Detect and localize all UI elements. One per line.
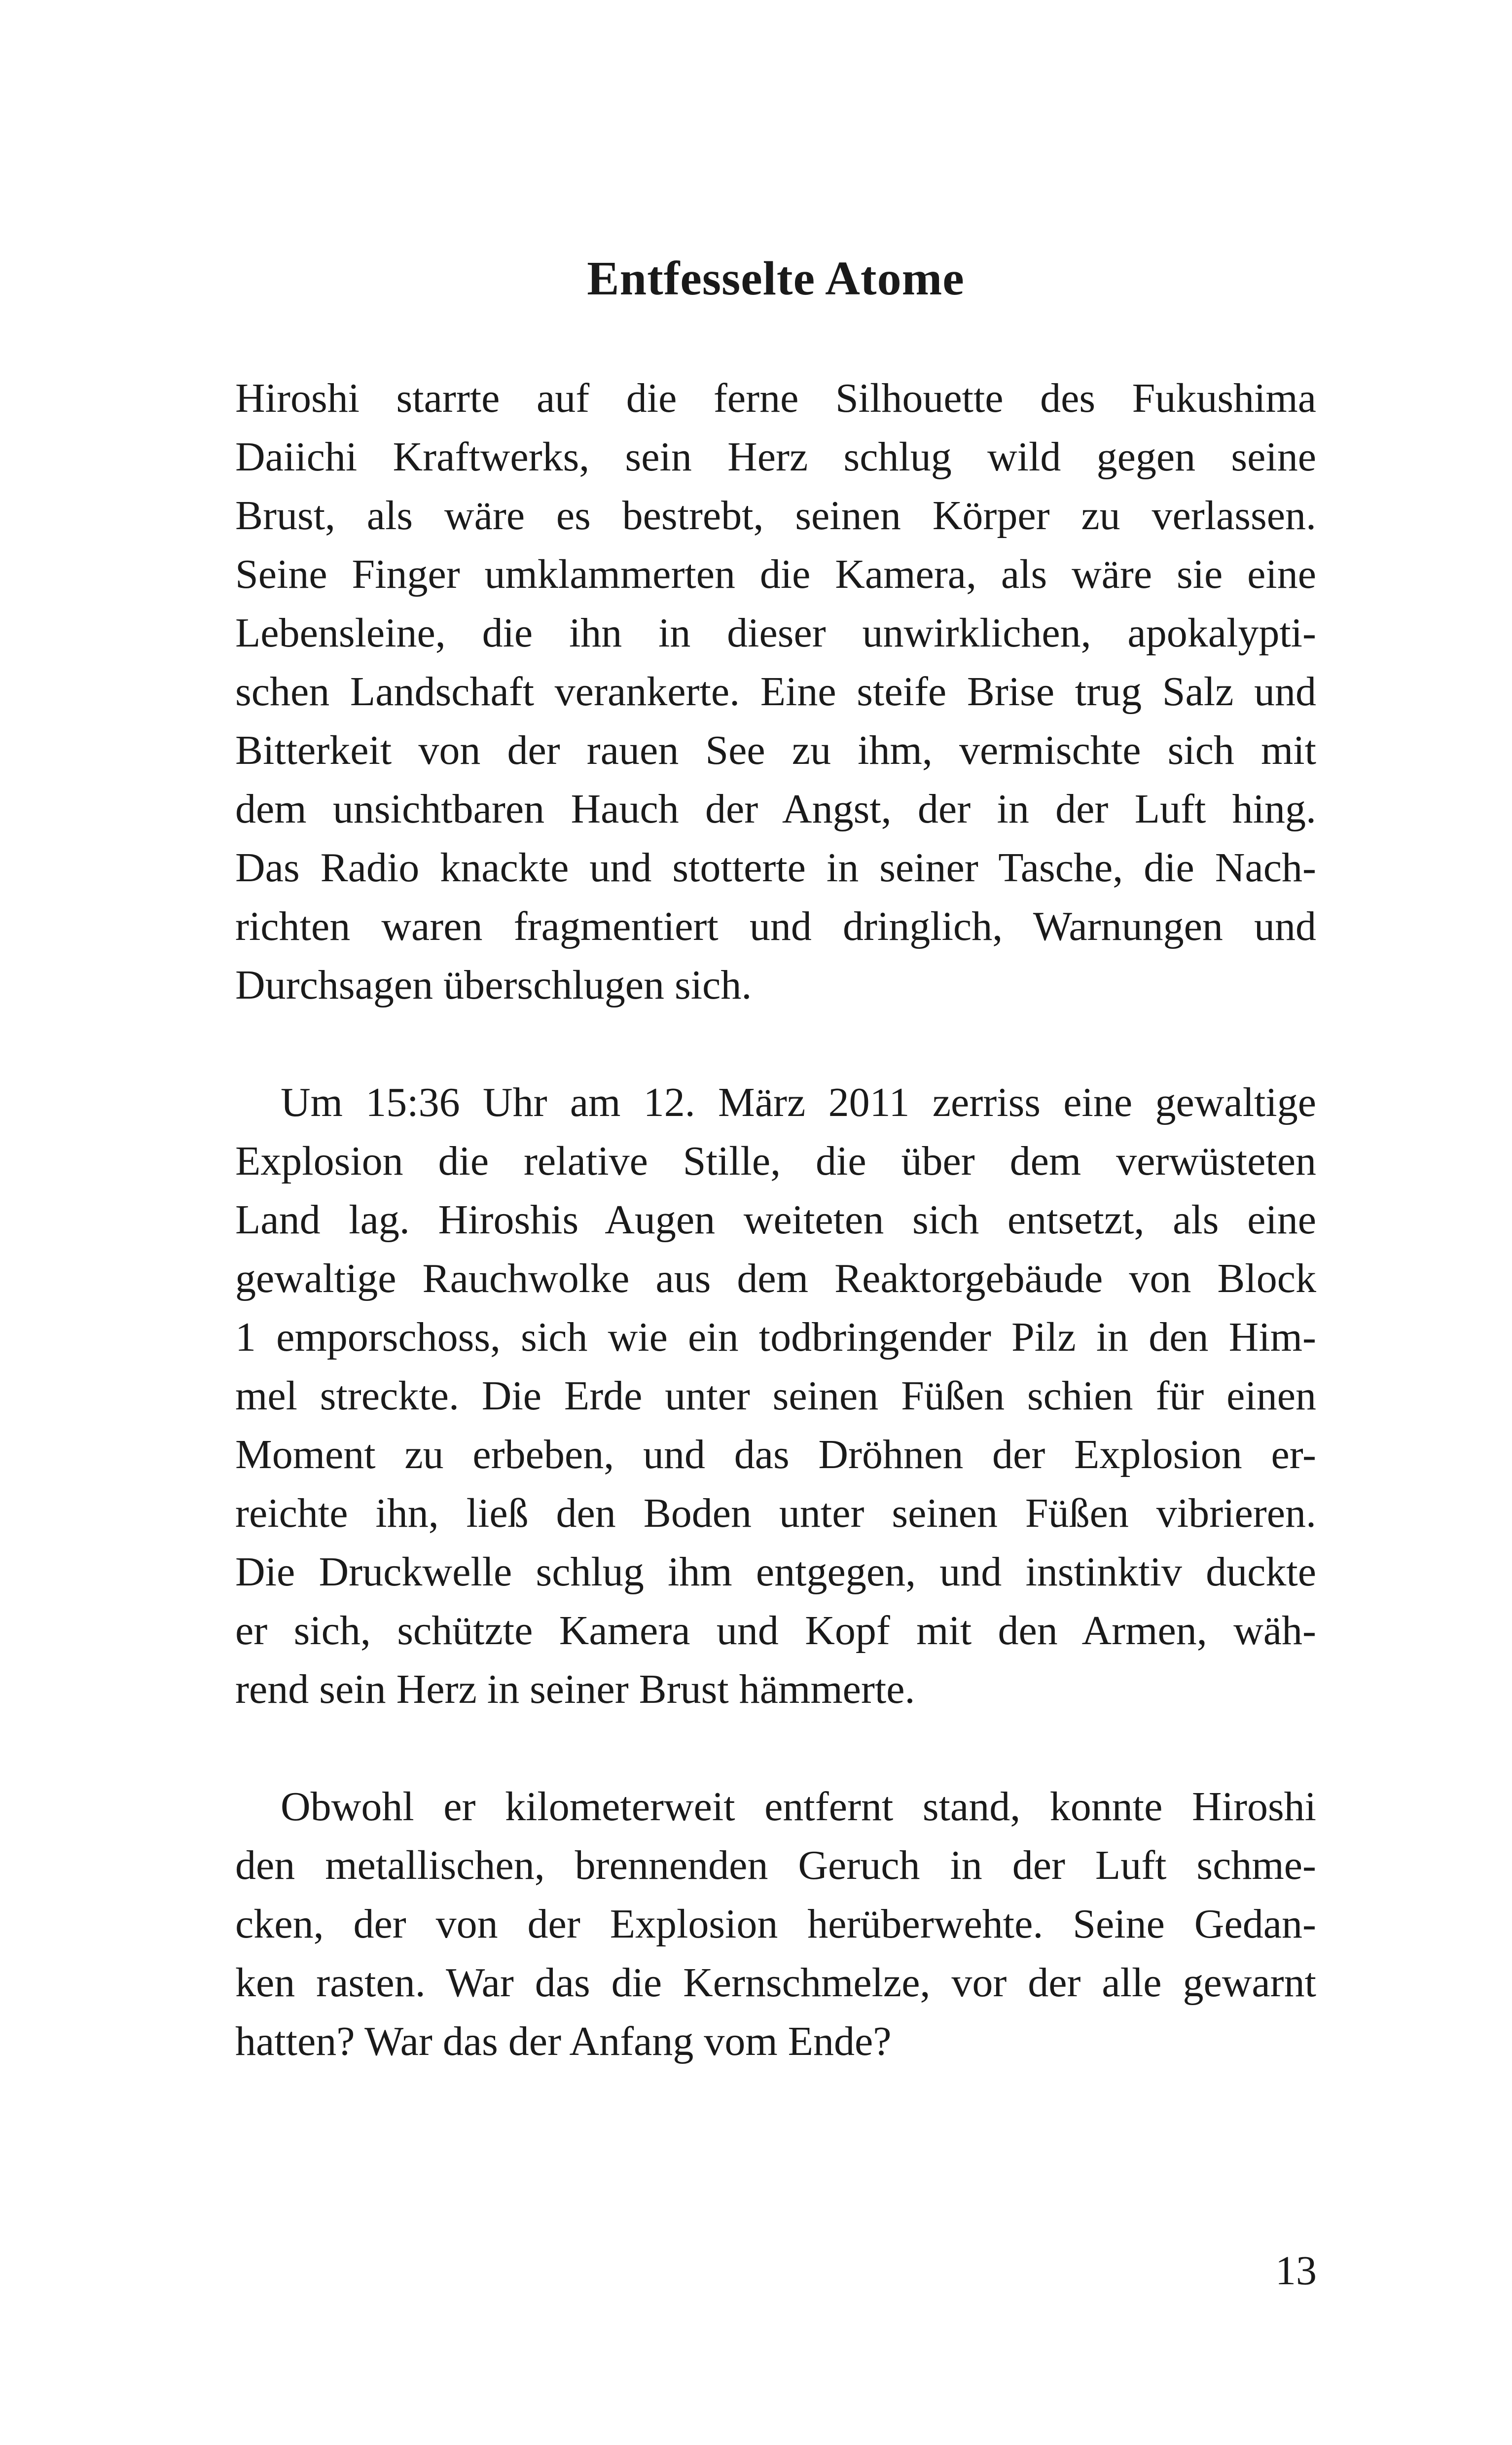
text-line (235, 838, 1316, 897)
chapter-title: Entfesselte Atome (587, 252, 965, 305)
text-line (235, 2012, 1316, 2071)
line-text: Daiichi Kraftwerks, sein Herz schlug wild gegen seine (235, 434, 1316, 480)
text-line (235, 956, 1316, 1014)
text-line (235, 545, 1316, 604)
line-text: cken, der von der Explosion herüberwehte. Seine Gedan- (235, 1901, 1316, 1947)
text-line (235, 897, 1316, 956)
text-line (235, 1132, 1316, 1190)
body-text (235, 369, 1316, 2129)
text-line (235, 662, 1316, 721)
text-line (235, 1073, 1316, 1132)
text-line (235, 1308, 1316, 1366)
line-text: reichte ihn, ließ den Boden unter seinen Füßen vibrieren. (235, 1490, 1316, 1536)
paragraph (235, 1777, 1316, 2071)
line-text: er sich, schützte Kamera und Kopf mit den Armen, wäh- (235, 1608, 1316, 1654)
line-text: Lebensleine, die ihn in dieser unwirklichen, apokalypti- (235, 610, 1316, 656)
text-line (235, 1190, 1316, 1249)
line-text: Obwohl er kilometerweit entfernt stand, konnte Hiroshi (281, 1784, 1316, 1830)
text-line (235, 1366, 1316, 1425)
text-line (235, 780, 1316, 838)
line-text: ken rasten. War das die Kernschmelze, vor der alle gewarnt (235, 1960, 1316, 2006)
line-text: mel streckte. Die Erde unter seinen Füßen schien für einen (235, 1373, 1316, 1419)
text-line (235, 1484, 1316, 1543)
text-line (235, 1425, 1316, 1484)
text-line (235, 721, 1316, 780)
text-line (235, 1895, 1316, 1953)
line-text: Explosion die relative Stille, die über dem verwüsteten (235, 1138, 1316, 1184)
line-text: Die Druckwelle schlug ihm entgegen, und instinktiv duckte (235, 1549, 1316, 1595)
text-line (235, 1660, 1316, 1719)
line-text: den metallischen, brennenden Geruch in der Luft schme- (235, 1842, 1316, 1888)
line-text: 1 emporschoss, sich wie ein todbringender Pilz in den Him- (235, 1314, 1316, 1360)
line-text: Seine Finger umklammerten die Kamera, als wäre sie eine (235, 551, 1316, 597)
line-text: Um 15:36 Uhr am 12. März 2011 zerriss eine gewaltige (281, 1079, 1316, 1125)
line-text: dem unsichtbaren Hauch der Angst, der in der Luft hing. (235, 786, 1316, 832)
text-line (235, 1249, 1316, 1308)
line-text: Moment zu erbeben, und das Dröhnen der Explosion er- (235, 1432, 1316, 1477)
text-line (235, 428, 1316, 486)
text-line (235, 486, 1316, 545)
line-text: Brust, als wäre es bestrebt, seinen Körper zu verlassen. (235, 493, 1316, 539)
line-text: Land lag. Hiroshis Augen weiteten sich entsetzt, als eine (235, 1197, 1316, 1243)
text-line (235, 604, 1316, 662)
text-line (235, 1777, 1316, 1836)
text-line (235, 1543, 1316, 1601)
page-number: 13 (1275, 2248, 1317, 2294)
text-line (235, 369, 1316, 428)
line-text: Bitterkeit von der rauen See zu ihm, vermischte sich mit (235, 727, 1316, 773)
text-line (235, 1953, 1316, 2012)
text-line (235, 1836, 1316, 1895)
line-text: schen Landschaft verankerte. Eine steife Brise trug Salz und (235, 669, 1316, 715)
line-text: Durchsagen überschlugen sich. (235, 962, 752, 1008)
line-text: rend sein Herz in seiner Brust hämmerte. (235, 1666, 915, 1712)
line-text: hatten? War das der Anfang vom Ende? (235, 2018, 892, 2064)
text-line (235, 1601, 1316, 1660)
line-text: Hiroshi starrte auf die ferne Silhouette des Fukushima (235, 375, 1316, 421)
paragraph (235, 1073, 1316, 1719)
line-text: gewaltige Rauchwolke aus dem Reaktorgebäude von Block (235, 1256, 1316, 1301)
line-text: richten waren fragmentiert und dringlich, Warnungen und (235, 903, 1316, 949)
paragraph (235, 369, 1316, 1014)
line-text: Das Radio knackte und stotterte in seiner Tasche, die Nach- (235, 845, 1316, 891)
